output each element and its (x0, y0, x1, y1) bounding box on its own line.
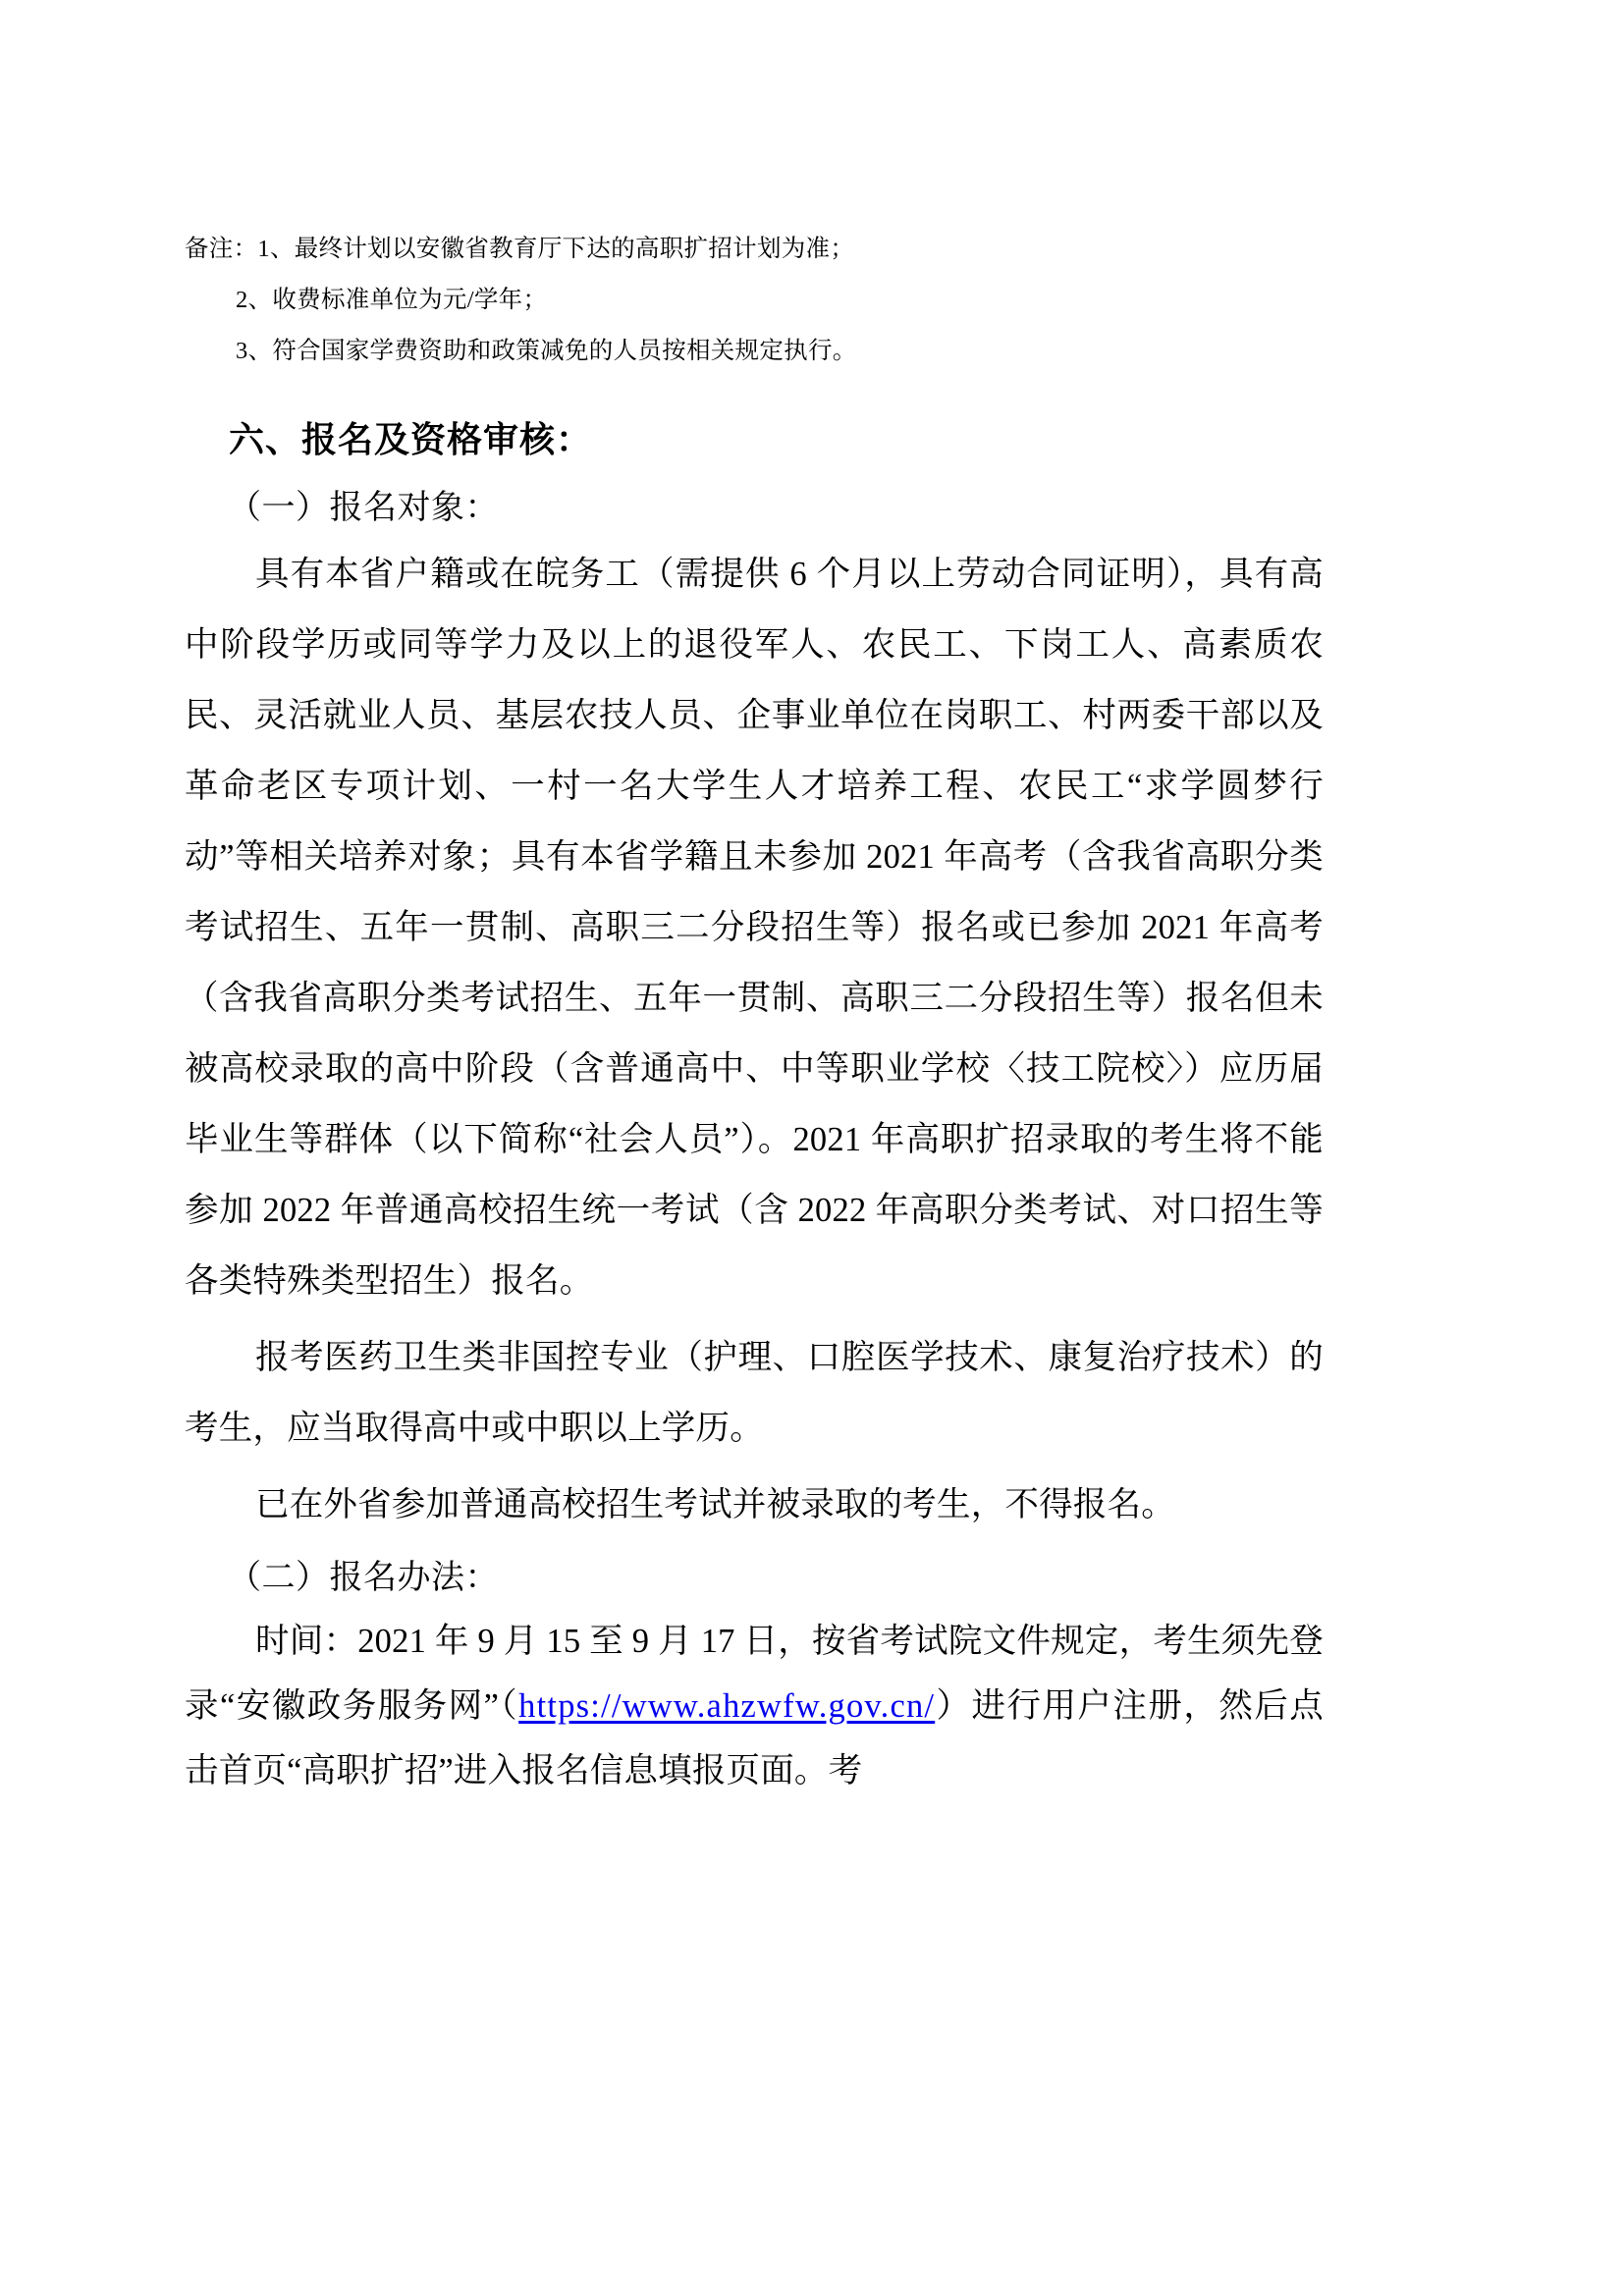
note-line-1: 备注：1、最终计划以安徽省教育厅下达的高职扩招计划为准； (185, 236, 855, 262)
note-line-2: 2、收费标准单位为元/学年； (236, 287, 548, 313)
paragraph-other-province: 已在外省参加普通高校招生考试并被录取的考生，不得报名。 (255, 1486, 1175, 1523)
paragraph-registration-targets: 具有本省户籍或在皖务工（需提供 6 个月以上劳动合同证明），具有高中阶段学历或同等学力及以上的退役军人、农民工、下岗工人、高素质农民、灵活就业人员、基层农技人员、企事业单位在岗职工、村两委干部以及革命老区专项计划、一村一名大学生人才培养工程、农民工“求学圆梦行动”等相关培养对象；具有本省学籍且未参加 2021 年高考（含我省高职分类考试招生、五年一贯制、高职三二分段招生等）报名或已参加 2021 年高考（含我省高职分类考试招生、五年一贯制、高职三二分段招生等）报名但未被高校录取的高中阶段（含普通高中、中等职业学校〈技工院校〉）应历届毕业生等群体（以下简称“社会人员”）。2021 年高职扩招录取的考生将不能参加 2022 年普通高校招生统一考试（含 2022 年高职分类考试、对口招生等各类特殊类型招生）报名。 (185, 556, 1324, 1300)
paragraph-medical-majors: 报考医药卫生类非国控专业（护理、口腔医学技术、康复治疗技术）的考生，应当取得高中或中职以上学历。 (185, 1339, 1324, 1447)
paragraph-registration-method (185, 1609, 1324, 1803)
note-line-3: 3、符合国家学费资助和政策减免的人员按相关规定执行。 (236, 338, 857, 364)
subsection-heading-one: （一）报名对象： (228, 490, 499, 526)
ahzwfw-website-link[interactable]: https://www.ahzwfw.gov.cn/ (518, 1687, 936, 1725)
registration-method-text-part2: ）进行用户注册，然后点击首页“高职扩招”进入报名信息填报页面。考 (185, 1687, 1325, 1789)
notes-block (185, 224, 1324, 377)
registration-method-text-part1: 时间：2021 年 9 月 15 至 9 月 17 日，按省考试院文件规定，考生须先登录“安徽政务服务网”（ (185, 1623, 1324, 1725)
page-content (185, 0, 1324, 1803)
section-heading: 六、报名及资格审核： (229, 420, 593, 459)
subsection-heading-two: （二）报名办法： (228, 1560, 499, 1596)
